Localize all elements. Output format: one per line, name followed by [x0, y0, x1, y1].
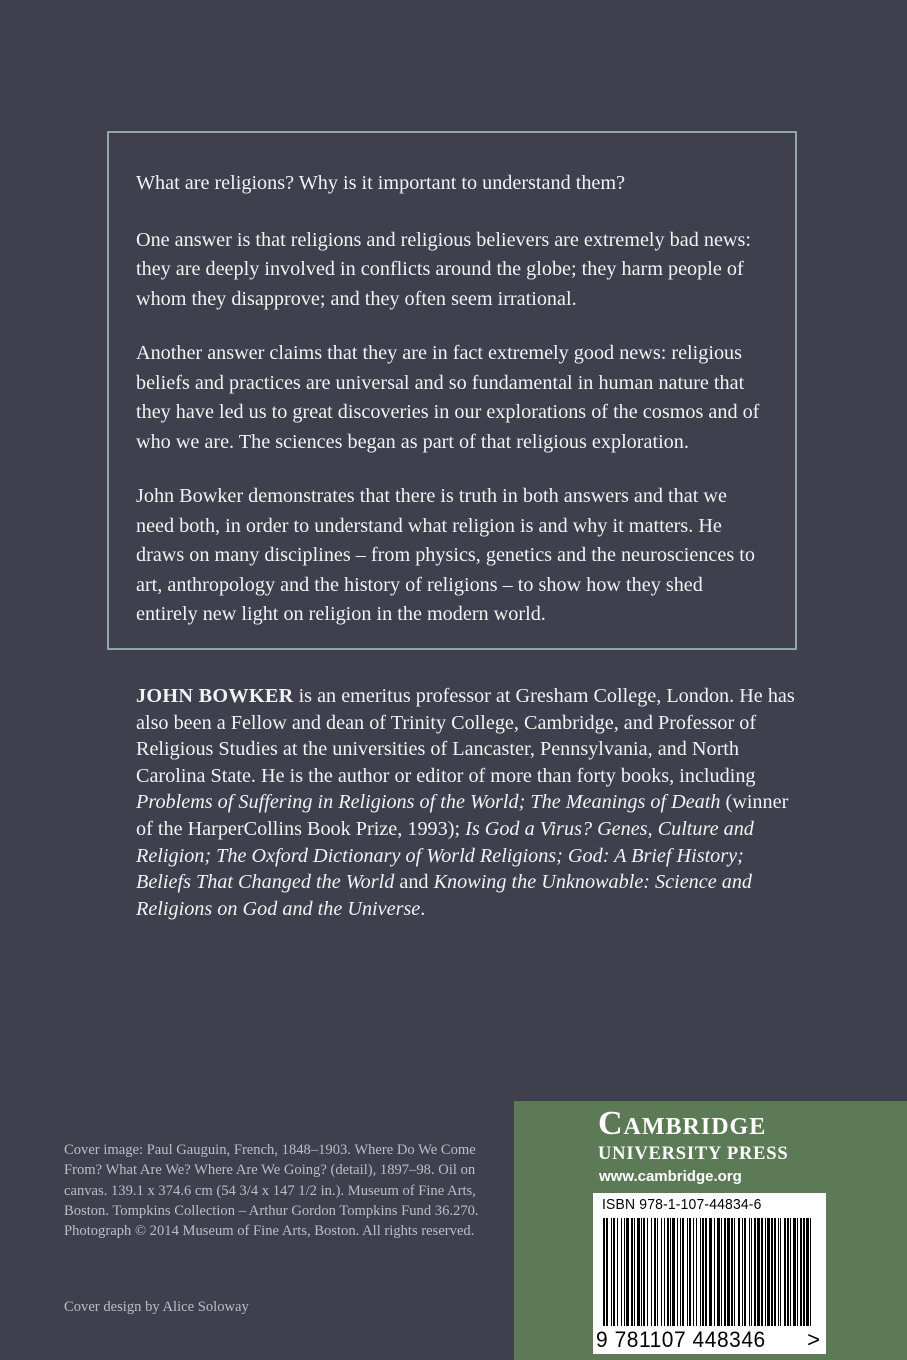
barcode-bar: [803, 1218, 805, 1326]
blurb-paragraph-good-news: Another answer claims that they are in fact extremely good news: religious beliefs and practices are universal and so fundamental in human nature that they have led us to great discoveries in our explorations of the cosmos and of who we are. The sciences began as part of that religious exploration.: [136, 342, 760, 453]
isbn-label: ISBN 978-1-107-44834-6: [602, 1197, 762, 1213]
barcode-bar: [780, 1218, 781, 1326]
barcode-bar: [767, 1218, 770, 1326]
bio-titles-3: Knowing the Unknowable: Science and Religions on God and the Universe: [136, 871, 753, 920]
barcode-bar: [721, 1218, 722, 1326]
barcode-bar: [621, 1218, 622, 1326]
barcode-bar: [784, 1218, 786, 1326]
bio-text-3: and: [394, 871, 434, 894]
barcode-bar: [672, 1218, 675, 1326]
barcode-bar: [724, 1218, 726, 1326]
barcode-bar: [751, 1218, 752, 1326]
barcode-bar: [637, 1218, 640, 1326]
barcode-bar: [696, 1218, 697, 1326]
barcode-bar: [677, 1218, 678, 1326]
barcode-bar: [700, 1218, 701, 1326]
barcode-bar: [657, 1218, 658, 1326]
bio-text-4: .: [420, 897, 426, 920]
barcode-bar: [810, 1218, 811, 1326]
barcode-bar: [793, 1218, 796, 1326]
barcode-bar: [742, 1218, 743, 1326]
blurb-box: [107, 131, 797, 650]
barcode-bar: [606, 1218, 608, 1326]
barcode-bar: [727, 1218, 730, 1326]
barcode-bar: [631, 1218, 633, 1326]
barcode-bar: [749, 1218, 750, 1326]
barcode-bar: [702, 1218, 704, 1326]
barcode-bar: [797, 1218, 798, 1326]
bio-text-2: (winner of the HarperCollins Book Prize, 1993);: [136, 791, 789, 840]
publisher-url: www.cambridge.org: [599, 1168, 742, 1185]
barcode-bar: [744, 1218, 746, 1326]
barcode-bar: [761, 1218, 763, 1326]
bio-titles-1: Problems of Suffering in Religions of the World; The Meanings of Death: [136, 791, 721, 814]
barcode-bar: [714, 1218, 715, 1326]
barcode-bar: [624, 1218, 625, 1326]
barcode-bar: [778, 1218, 779, 1326]
barcode-bar: [806, 1218, 809, 1326]
barcode-bar: [664, 1218, 665, 1326]
barcode-bar: [643, 1218, 645, 1326]
barcode-bar: [611, 1218, 612, 1326]
bio-titles-2: Is God a Virus? Genes, Culture and Religion; The Oxford Dictionary of World Religions; God: A Brief History; Beliefs That Changed the World: [136, 817, 754, 894]
barcode-box: [593, 1193, 826, 1354]
barcode-bar: [654, 1218, 656, 1326]
blurb-paragraph-bad-news: One answer is that religions and religious believers are extremely bad news: they are deeply involved in conflicts around the globe; they harm people of whom they disapprove; and they often seem irrational.: [136, 228, 751, 310]
barcode-bar: [771, 1218, 773, 1326]
author-name: JOHN BOWKER: [136, 685, 294, 707]
barcode-bar: [734, 1218, 735, 1326]
barcode-bar: [651, 1218, 652, 1326]
barcode-digits: 9 781107 448346: [596, 1327, 766, 1352]
publisher-name: Cambridge: [598, 1105, 767, 1142]
barcode-bar: [705, 1218, 707, 1326]
barcode-bar: [709, 1218, 712, 1326]
barcode-bar: [647, 1218, 648, 1326]
barcode-bar: [765, 1218, 766, 1326]
barcode-bar: [670, 1218, 671, 1326]
cover-design-credit: Cover design by Alice Soloway: [64, 1299, 249, 1315]
barcode-bar: [682, 1218, 684, 1326]
barcode-bar: [641, 1218, 642, 1326]
barcode-bar: [774, 1218, 776, 1326]
cover-image-credit: Cover image: Paul Gauguin, French, 1848–1903. Where Do We Come From? What Are We? Where Are We Going? (detail), 1897–98. Oil on canvas. 139.1 x 374.6 cm (54 3/4 x 147 1/2 in.). Museum of Fine Arts, Boston. Tompkins Collection – Arthur Gordon Tompkins Fund 36.270. Photograph © 2014 Museum of Fine Arts, Boston. All rights reserved.: [64, 1142, 479, 1240]
bio-text-1: is an emeritus professor at Gresham College, London. He has also been a Fellow and dean of Trinity College, Cambridge, and Professor of Religious Studies at the universities of Lancaster, Pennsylvania, and North Carolina State. He is the author or editor of more than forty books, including: [136, 685, 795, 787]
barcode-bar: [634, 1218, 635, 1326]
barcode-bar: [757, 1218, 760, 1326]
barcode-bar: [603, 1218, 605, 1326]
publisher-panel: [514, 1101, 907, 1360]
barcode-bar: [787, 1218, 789, 1326]
barcode-bar: [680, 1218, 681, 1326]
author-bio: [136, 683, 801, 922]
barcode-bar: [689, 1218, 691, 1326]
barcode-bar: [754, 1218, 756, 1326]
publisher-subtitle: UNIVERSITY PRESS: [598, 1144, 789, 1164]
barcode-bar: [790, 1218, 791, 1326]
barcode-bar: [661, 1218, 662, 1326]
blurb-question: What are religions? Why is it important to understand them?: [136, 172, 626, 194]
blurb-paragraph-bowker: John Bowker demonstrates that there is truth in both answers and that we need both, in order to understand what religion is and why it matters. He draws on many disciplines – from physics, genetics and the neurosciences to art, anthropology and the history of religions – to show how they shed entirely new light on religion in the modern world.: [136, 485, 755, 625]
barcode-bar: [800, 1218, 802, 1326]
barcode-bar: [738, 1218, 740, 1326]
barcode-bar: [617, 1218, 618, 1326]
barcode-bar: [613, 1218, 615, 1326]
barcode-bar: [626, 1218, 629, 1326]
barcode-arrow: >: [807, 1327, 820, 1352]
barcode-bar: [693, 1218, 694, 1326]
barcode-bar: [687, 1218, 688, 1326]
barcode-bar: [717, 1218, 720, 1326]
barcode-bar: [731, 1218, 733, 1326]
barcode-icon: [601, 1218, 818, 1330]
barcode-bar: [667, 1218, 669, 1326]
